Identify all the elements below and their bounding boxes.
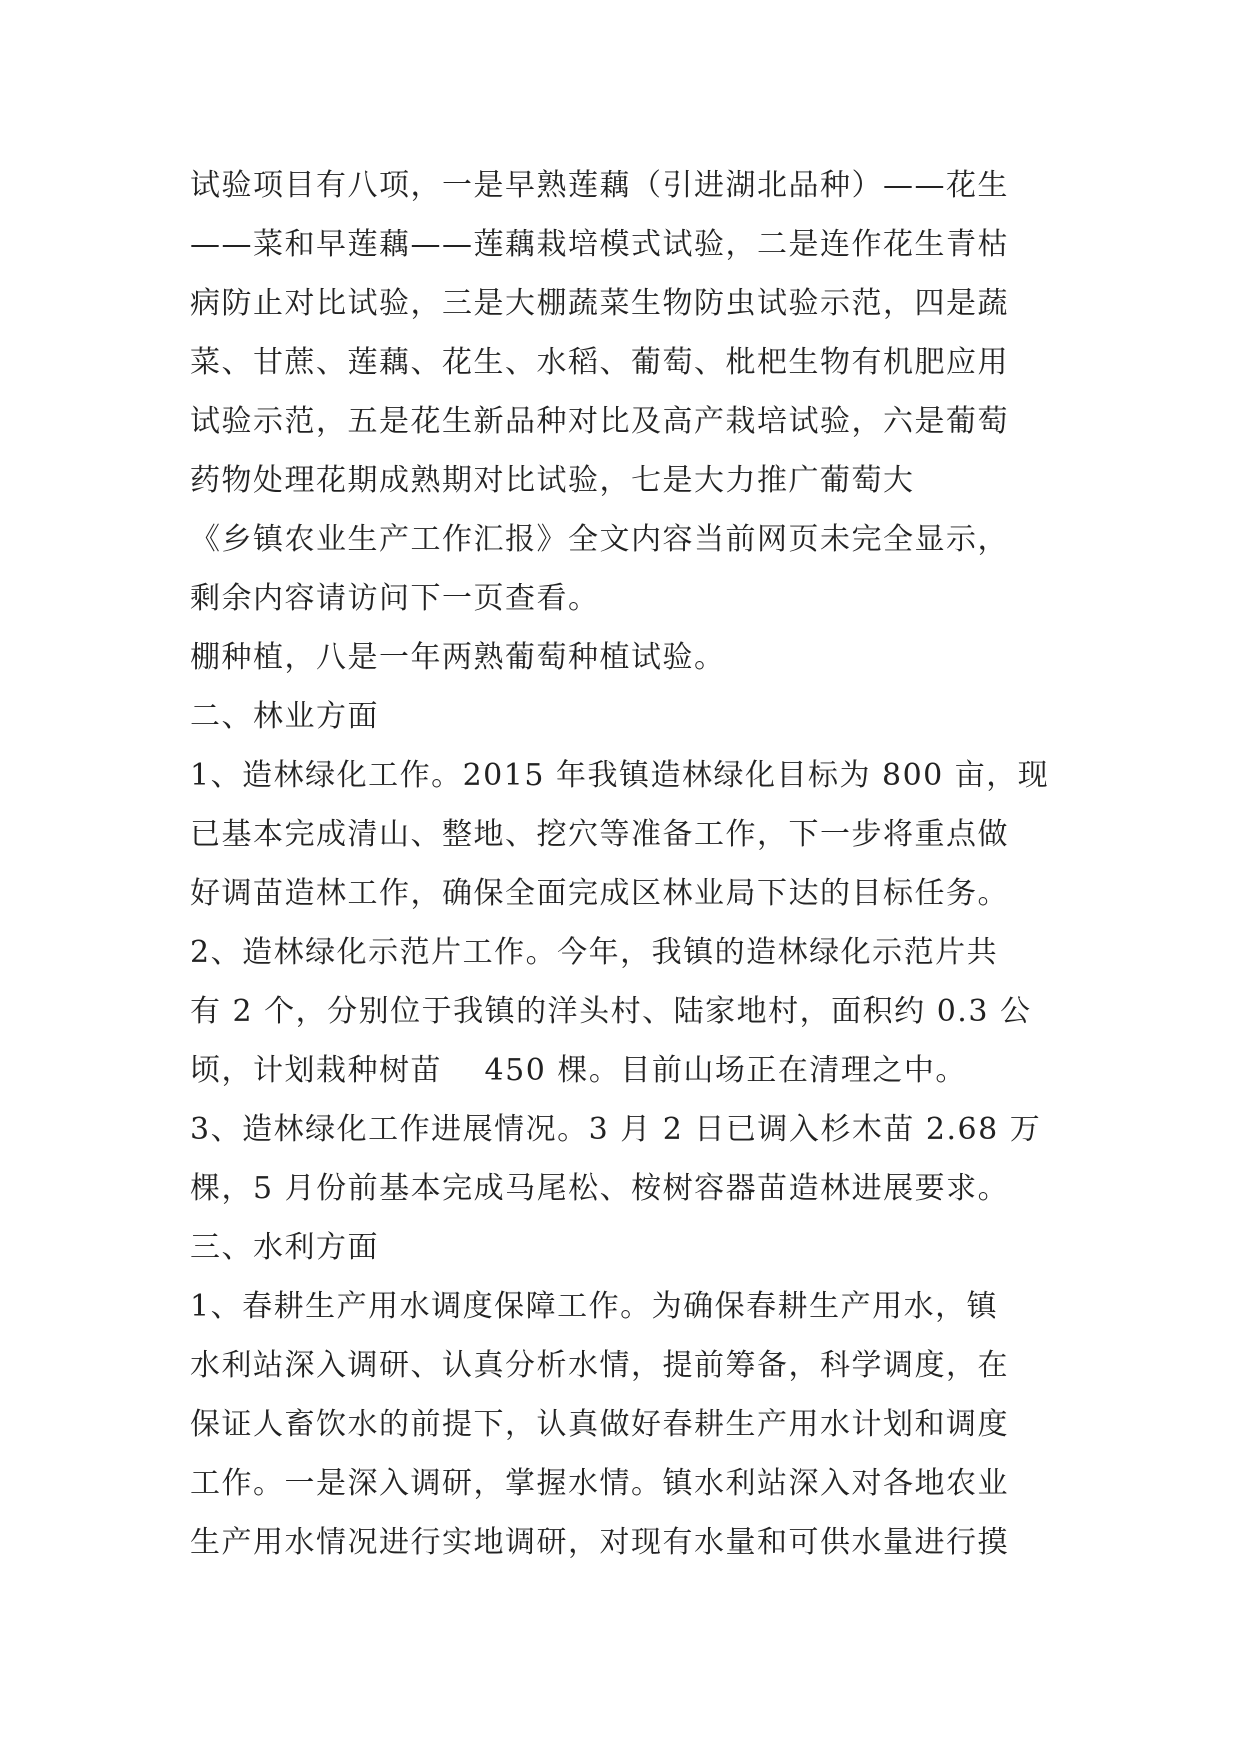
text-line-2: ——菜和早莲藕——莲藕栽培模式试验，二是连作花生青枯 [190, 227, 1009, 262]
text-line-18: 保证人畜饮水的前提下，认真做好春耕生产用水计划和调度 [190, 1407, 1009, 1442]
text-line-11: 2、造林绿化示范片工作。今年，我镇的造林绿化示范片共 [190, 935, 999, 970]
text-line-8: 1、造林绿化工作。2015 年我镇造林绿化目标为 800 亩，现 [190, 758, 1050, 793]
text-line-4: 菜、甘蔗、莲藕、花生、水稻、葡萄、枇杷生物有机肥应用 [190, 345, 1009, 380]
text-line-17: 水利站深入调研、认真分析水情，提前筹备，科学调度，在 [190, 1348, 1009, 1383]
body-text [190, 156, 1050, 1572]
notice-line-2: 剩余内容请访问下一页查看。 [190, 581, 600, 616]
text-line-3: 病防止对比试验，三是大棚蔬菜生物防虫试验示范，四是蔬 [190, 286, 1009, 321]
text-line-10: 好调苗造林工作，确保全面完成区林业局下达的目标任务。 [190, 876, 1009, 911]
text-line-19: 工作。一是深入调研，掌握水情。镇水利站深入对各地农业 [190, 1466, 1009, 1501]
text-line-6: 药物处理花期成熟期对比试验，七是大力推广葡萄大 [190, 463, 915, 498]
section-heading-water: 三、水利方面 [190, 1230, 379, 1265]
text-line-20: 生产用水情况进行实地调研，对现有水量和可供水量进行摸 [190, 1525, 1009, 1560]
notice-line-1: 《乡镇农业生产工作汇报》全文内容当前网页未完全显示， [190, 522, 1009, 557]
text-line-12: 有 2 个，分别位于我镇的洋头村、陆家地村，面积约 0.3 公 [190, 994, 1032, 1029]
text-line-5: 试验示范，五是花生新品种对比及高产栽培试验，六是葡萄 [190, 404, 1009, 439]
text-line-9: 已基本完成清山、整地、挖穴等准备工作，下一步将重点做 [190, 817, 1009, 852]
text-line-1: 试验项目有八项，一是早熟莲藕（引进湖北品种）——花生 [190, 168, 1009, 203]
text-line-15: 棵，5 月份前基本完成马尾松、桉树容器苗造林进展要求。 [190, 1171, 1010, 1206]
section-heading-forestry: 二、林业方面 [190, 699, 379, 734]
text-line-7: 棚种植，八是一年两熟葡萄种植试验。 [190, 640, 726, 675]
text-line-14: 3、造林绿化工作进展情况。3 月 2 日已调入杉木苗 2.68 万 [190, 1112, 1042, 1147]
text-line-13: 顷，计划栽种树苗 450 棵。目前山场正在清理之中。 [190, 1053, 967, 1088]
text-line-16: 1、春耕生产用水调度保障工作。为确保春耕生产用水，镇 [190, 1289, 999, 1324]
